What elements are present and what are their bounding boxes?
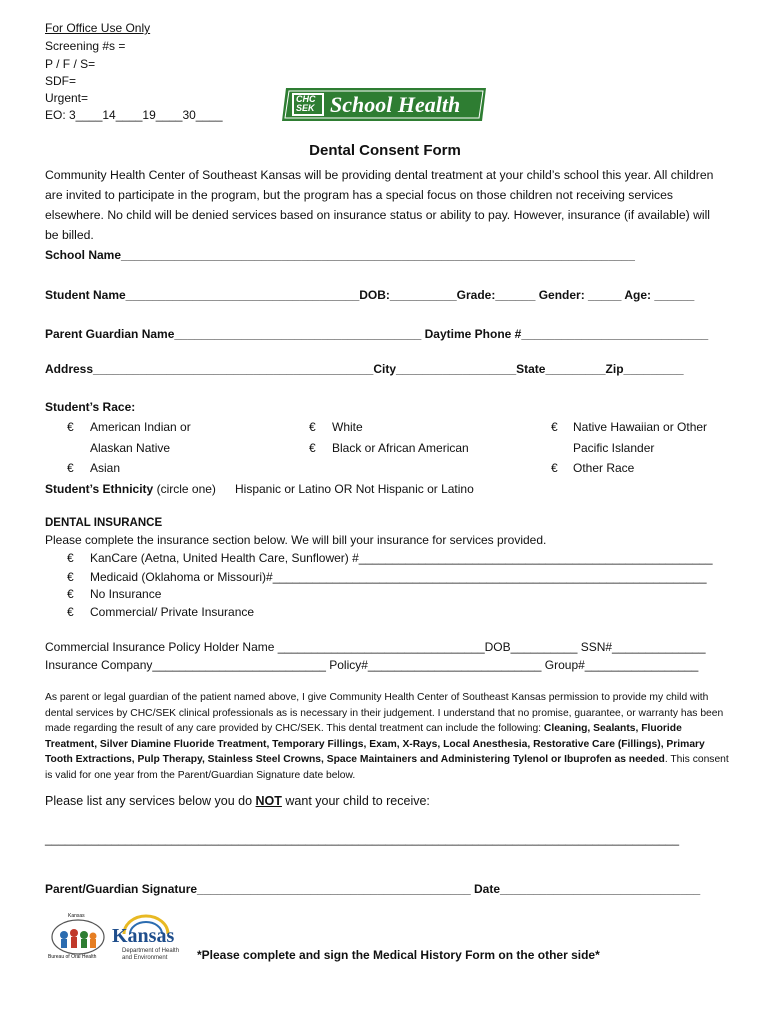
ethnicity-options[interactable]: Hispanic or Latino OR Not Hispanic or Latino <box>235 482 474 496</box>
ethnicity-note: (circle one) <box>156 482 216 496</box>
services-request-not: NOT <box>255 794 282 808</box>
logo-school-health-text: School Health <box>330 92 461 117</box>
screening-line: Screening #s = <box>45 39 126 53</box>
checkbox-native-hawaiian[interactable]: € <box>551 420 558 434</box>
insurance-option-medicaid[interactable]: Medicaid (Oklahoma or Missouri)#_________________________________________________________________ <box>90 570 707 584</box>
insurance-instruction: Please complete the insurance section below. We will bill your insurance for services provided. <box>45 533 547 547</box>
ethnicity-label: Student’s Ethnicity <box>45 482 154 496</box>
address-field[interactable]: Address__________________________________________City__________________State_________Zip_________ <box>45 362 684 376</box>
checkbox-other-race[interactable]: € <box>551 461 558 475</box>
race-option-label: Other Race <box>573 461 635 475</box>
bureau-logo-text: Bureau of Oral Health <box>48 954 97 960</box>
race-option-label: Alaskan Native <box>90 441 171 455</box>
insurance-company-field[interactable]: Insurance Company__________________________ Policy#__________________________ Group#_________________ <box>45 658 699 672</box>
consent-paragraph <box>45 690 735 783</box>
consent-text-2: . This consent is valid for one year from the Parent/Guardian Signature date below. <box>45 754 729 781</box>
checkbox-white[interactable]: € <box>309 420 316 434</box>
logo-sek: SEK <box>296 103 315 113</box>
consent-text-1: As parent or legal guardian of the patient named above, I give Community Health Center of Southeast Kansas permission to provide my child with dental services by CHC/SEK clinical professionals as is necessary in their judgement. I understand that no promise, guarantee, or warranty has been made regarding the result of any care provided by CHC/SEK. This dental treatment can include the following: <box>45 692 724 734</box>
race-heading: Student’s Race: <box>45 400 136 414</box>
race-option-label: White <box>332 420 363 434</box>
checkbox-commercial[interactable]: € <box>67 605 74 619</box>
insurance-heading: DENTAL INSURANCE <box>45 517 163 529</box>
kansas-logo-sub2: and Environment <box>122 955 168 961</box>
pfs-line: P / F / S= <box>45 57 96 71</box>
checkbox-kancare[interactable]: € <box>67 551 74 565</box>
policy-holder-field[interactable]: Commercial Insurance Policy Holder Name _______________________________DOB__________ SSN#______________ <box>45 640 706 654</box>
footer-note: *Please complete and sign the Medical History Form on the other side* <box>197 948 600 962</box>
logo-chc: CHC <box>296 94 316 104</box>
bureau-oral-health-logo <box>48 913 108 961</box>
student-info-field[interactable]: Student Name___________________________________DOB:__________Grade:______ Gender: _____ Age: ______ <box>45 288 695 302</box>
services-request-prompt <box>45 794 430 808</box>
race-option-label: Pacific Islander <box>573 441 655 455</box>
checkbox-no-insurance[interactable]: € <box>67 587 74 601</box>
signature-field[interactable]: Parent/Guardian Signature_________________________________________ Date______________________________ <box>45 882 701 896</box>
kansas-logo-sub1: Department of Health <box>122 948 180 954</box>
services-request-after: want your child to receive: <box>281 794 430 808</box>
consent-services: Cleaning, Sealants, Fluoride Treatment, Silver Diamine Fluoride Treatment, Temporary Fillings, Exam, X-Rays, Local Anesthesia, Restorative Care (Fillings), Primary Tooth Extractions, Pulp Therapy, Stainless Steel Crowns, Space Maintainers and Administering Tylenol or Ibuprofen as needed <box>45 723 705 765</box>
urgent-line: Urgent= <box>45 91 89 105</box>
ethnicity-row <box>45 482 216 496</box>
race-option-label: Black or African American <box>332 441 469 455</box>
kansas-logo-text: Kansas <box>112 925 175 947</box>
race-option-label: Native Hawaiian or Other <box>573 420 708 434</box>
race-option-label: Asian <box>90 461 121 475</box>
checkbox-black[interactable]: € <box>309 441 316 455</box>
eo-line: EO: 3____14____19____30____ <box>45 108 223 122</box>
parent-info-field[interactable]: Parent Guardian Name_____________________________________ Daytime Phone #____________________________ <box>45 327 709 341</box>
sdf-line: SDF= <box>45 74 77 88</box>
kansas-kdhe-logo <box>110 912 182 962</box>
school-health-logo <box>282 88 486 121</box>
checkbox-medicaid[interactable]: € <box>67 570 74 584</box>
office-use-header: For Office Use Only <box>45 21 151 35</box>
intro-paragraph: Community Health Center of Southeast Kansas will be providing dental treatment at your child’s school this year. All children are invited to participate in the program, but the program has a special focus on those children not receiving services elsewhere. No child will be denied services based on insurance status or ability to pay. However, insurance (if available) will be billed. <box>45 168 714 242</box>
checkbox-asian[interactable]: € <box>67 461 74 475</box>
insurance-option-commercial: Commercial/ Private Insurance <box>90 605 255 619</box>
checkbox-american-indian[interactable]: € <box>67 420 74 434</box>
school-name-field[interactable]: School Name_____________________________________________________________________________ <box>45 248 635 262</box>
insurance-option-none: No Insurance <box>90 587 162 601</box>
insurance-option-kancare[interactable]: KanCare (Aetna, United Health Care, Sunflower) #_____________________________________________________ <box>90 551 713 565</box>
services-request-before: Please list any services below you do <box>45 794 256 808</box>
bureau-logo-top: Kansas <box>68 913 85 919</box>
race-option-label: American Indian or <box>90 420 191 434</box>
services-request-line[interactable]: _______________________________________________________________________________________________ <box>45 832 680 846</box>
page-title: Dental Consent Form <box>309 142 461 159</box>
